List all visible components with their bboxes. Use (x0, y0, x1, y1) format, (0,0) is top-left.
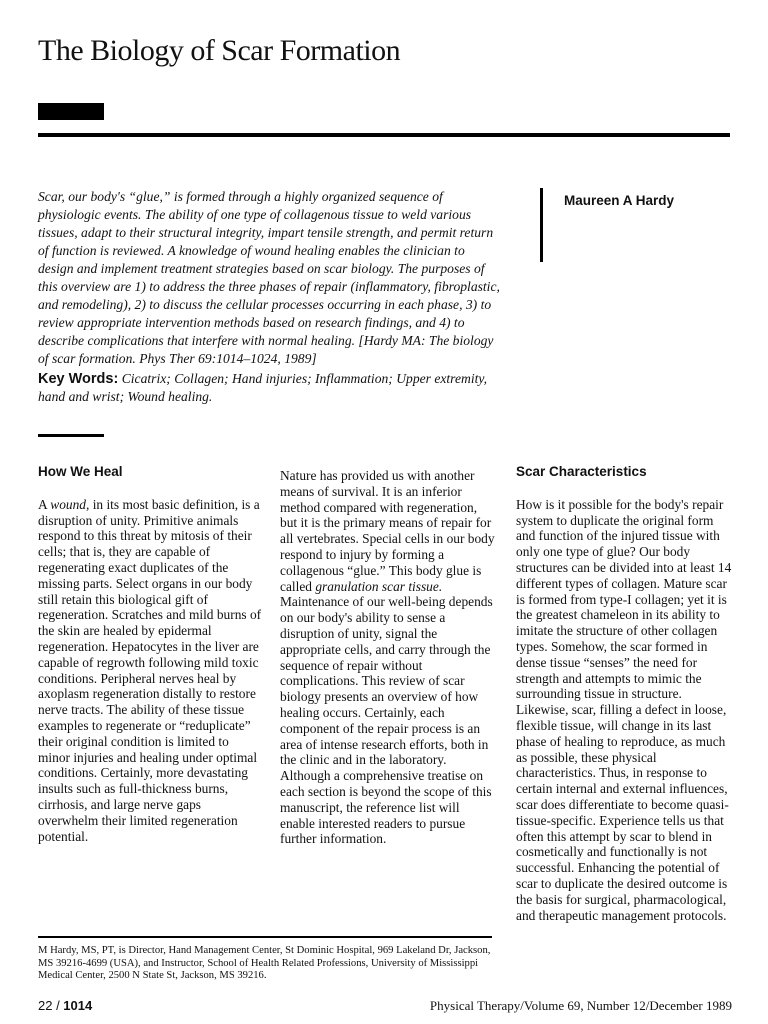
text-run: Nature has provided us with another means of survival. It is an inferior method compared with regeneration, but it is the primary means of repair for all vertebrates. Special cells in our body respond to injury by forming a collagenous “glue.” This body glue is called (280, 468, 495, 594)
keywords-text: Cicatrix; Collagen; Hand injuries; Inflammation; Upper extremity, hand and wrist; Wound healing. (38, 371, 488, 404)
column-2 (280, 468, 496, 847)
text-run: A (38, 496, 51, 512)
keywords (38, 370, 508, 406)
keywords-label: Key Words: (38, 371, 119, 387)
header-rule (38, 133, 730, 137)
section-rule (38, 434, 104, 437)
emphasis-wound: wound, (50, 496, 90, 512)
footnote-rule (38, 936, 492, 938)
text-run: in its most basic definition, is a disruption of unity. Primitive animals respond to this threat by mitosis of their cells; that is, they are capable of regenerating exact duplicates of the missing parts. Select organs in our body still retain this biological gift of regeneration. Scratches and mild burns of the skin are healed by epidermal regeneration. Hepatocytes in the liver are capable of regrowth following mild toxic conditions. Peripheral nerves heal by axoplasm regeneration distally to restore nerve tracts. The ability of these tissue examples to regenerate or “reduplicate” their original condition is limited to minor injuries and healing under optimal conditions. Certainly, more devastating insults such as full-thickness burns, cirrhosis, and large nerve gaps overwhelm their limited regeneration potential. (38, 496, 262, 844)
author-footnote: M Hardy, MS, PT, is Director, Hand Management Center, St Dominic Hospital, 969 Lakeland Dr, Jackson, MS 39216-4699 (USA), and Instructor, School of Health Related Professions, University of Mississippi Medical Center, 2500 N State St, Jackson, MS 39216. (38, 945, 491, 981)
page-prefix: 22 / (38, 998, 64, 1013)
column-3 (516, 464, 734, 923)
journal-footer: Physical Therapy/Volume 69, Number 12/December 1989 (429, 998, 732, 1013)
text-run: Maintenance of our well-being depends on our body's ability to sense a disruption of unity, signal the appropriate cells, and carry through the sequence of repair without complications. This review of scar biology presents an overview of how healing occurs. Certainly, each component of the repair process is an area of intense research efforts, both in the clinic and in the laboratory. Although a comprehensive treatise on each section is beyond the scope of this manuscript, the reference list will enable interested readers to pursue further information. (280, 594, 493, 847)
title-decorative-bar (38, 103, 104, 120)
paragraph-scar-characteristics: How is it possible for the body's repair system to duplicate the original form and function of the injured tissue with only one type of glue? Our body structures can be divided into at least 14 different types of collagen. Mature scar is formed from type-I collagen; yet it is the greatest chameleon in its ability to imitate the structure of other collagen types. Somehow, the scar formed in dense tissue “senses” the need for strength and attempts to mimic the surrounding tissue in structure. Likewise, scar, filling a defect in loose, flexible tissue, will change in its last phase of healing to reproduce, as much as possible, these physical characteristics. Thus, in response to certain internal and external influences, scar does differentiate to become quasi-tissue-specific. Experience tells us that often this attempt by scar to blend in cosmetically and functionally is not successful. Enhancing the potential of scar to duplicate the desired outcome is the basis for surgical, pharmacological, and therapeutic management protocols. (516, 496, 732, 923)
author-name: Maureen A Hardy (564, 193, 675, 208)
abstract: Scar, our body's “glue,” is formed through a highly organized sequence of physiologic events. The ability of one type of collagenous tissue to weld various tissues, adapt to their structural integrity, impart tensile strength, and permit return of function is reviewed. A knowledge of wound healing enables the clinician to design and implement treatment strategies based on scar biology. The purposes of this overview are 1) to address the three phases of repair (inflammatory, fibroplastic, and remodeling), 2) to discuss the cellular processes occurring in each phase, 3) to review appropriate intervention methods based on research findings, and 4) to describe complications that interfere with normal healing. [Hardy MA: The biology of scar formation. Phys Ther 69:1014–1024, 1989] (38, 189, 500, 366)
paragraph-nature (280, 468, 496, 847)
page-number (38, 998, 92, 1013)
section-heading-scar-characteristics: Scar Characteristics (516, 464, 647, 479)
section-heading-how-we-heal: How We Heal (38, 464, 123, 479)
paragraph-how-we-heal (38, 497, 263, 845)
page-number-bold: 1014 (63, 998, 93, 1013)
column-1 (38, 464, 263, 844)
author-rule (540, 188, 543, 262)
emphasis-granulation: granulation scar tissue. (315, 578, 443, 594)
article-title: The Biology of Scar Formation (38, 34, 401, 67)
